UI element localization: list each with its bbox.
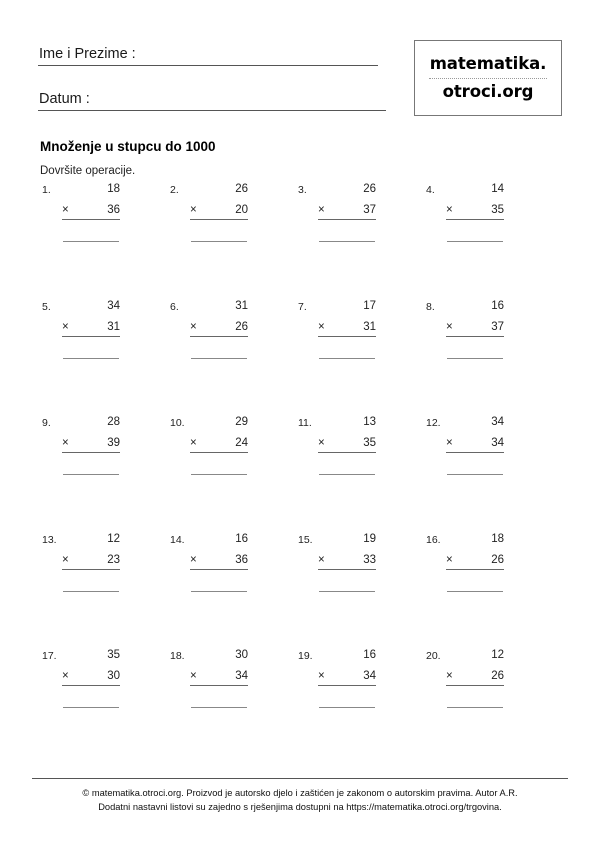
operation-rule	[446, 685, 504, 686]
problem-18	[168, 648, 296, 765]
problem-7	[296, 299, 424, 416]
problem-13	[40, 532, 168, 649]
multiplicand: 14	[491, 183, 504, 195]
multiplicand: 18	[491, 532, 504, 545]
problem-number: 8.	[426, 300, 435, 313]
problem-stack	[62, 648, 124, 708]
multiplier: 37	[491, 320, 504, 333]
problem-stack	[318, 299, 380, 359]
multiplier-row	[318, 669, 380, 684]
multiplier: 30	[107, 670, 120, 682]
multiplier-row	[62, 203, 124, 218]
page-title: Množenje u stupcu do 1000	[40, 139, 216, 154]
multiplicand: 16	[363, 649, 376, 661]
problem-stack	[318, 182, 380, 242]
problem-number: 17.	[42, 650, 57, 662]
answer-blank[interactable]	[191, 474, 247, 475]
multiplier: 33	[363, 553, 376, 566]
logo-line-matematika: matematika.	[429, 53, 547, 73]
operation-rule	[446, 219, 504, 220]
operation-rule	[62, 452, 120, 453]
multiplicand: 16	[235, 532, 248, 545]
problem-1	[40, 182, 168, 299]
multiplier: 34	[363, 670, 376, 682]
multiply-operator-icon: ×	[318, 553, 325, 566]
multiplier-row	[318, 553, 380, 568]
multiplier-row	[446, 553, 508, 568]
answer-blank[interactable]	[191, 241, 247, 242]
problem-number: 19.	[298, 650, 313, 662]
problem-stack	[190, 182, 252, 242]
multiplicand: 28	[107, 416, 120, 428]
multiplier-row	[62, 320, 124, 335]
operation-rule	[318, 685, 376, 686]
operation-rule	[190, 219, 248, 220]
multiplier-row	[446, 320, 508, 335]
multiplicand: 13	[363, 416, 376, 428]
operation-rule	[62, 336, 120, 337]
problem-number: 2.	[170, 184, 179, 196]
multiplier-row	[190, 436, 252, 451]
problem-number: 20.	[426, 650, 441, 662]
problem-number: 3.	[298, 184, 307, 196]
multiplier-row	[190, 203, 252, 218]
multiplicand: 17	[363, 299, 376, 312]
worksheet-header	[38, 36, 562, 122]
problem-number: 16.	[426, 533, 441, 546]
multiply-operator-icon: ×	[190, 204, 197, 216]
problem-number: 10.	[170, 417, 185, 429]
problem-4	[424, 182, 552, 299]
multiplier-row	[190, 553, 252, 568]
multiplier-row	[190, 669, 252, 684]
multiply-operator-icon: ×	[190, 320, 197, 333]
multiplier: 34	[491, 437, 504, 449]
problem-17	[40, 648, 168, 765]
multiply-operator-icon: ×	[446, 320, 453, 333]
answer-blank[interactable]	[447, 241, 503, 242]
multiplier: 26	[235, 320, 248, 333]
page-footer	[32, 778, 568, 814]
problem-number: 7.	[298, 300, 307, 313]
problem-9	[40, 415, 168, 532]
multiplicand: 35	[107, 649, 120, 661]
answer-blank[interactable]	[191, 707, 247, 708]
multiply-operator-icon: ×	[190, 553, 197, 566]
problem-number: 6.	[170, 300, 179, 313]
name-field-row[interactable]	[38, 36, 378, 66]
problem-number: 11.	[298, 417, 312, 429]
problem-number: 14.	[170, 533, 185, 546]
problem-14	[168, 532, 296, 649]
problem-stack	[446, 299, 508, 359]
multiply-operator-icon: ×	[62, 320, 69, 333]
multiplier: 36	[107, 204, 120, 216]
problem-stack	[446, 532, 508, 592]
problem-stack	[446, 648, 508, 708]
operation-rule	[62, 685, 120, 686]
date-field-label: Datum :	[39, 91, 90, 107]
problem-15	[296, 532, 424, 649]
operation-rule	[446, 452, 504, 453]
page-subtitle: Dovršite operacije.	[40, 164, 136, 177]
multiplier: 34	[235, 670, 248, 682]
multiplier: 26	[491, 670, 504, 682]
answer-blank[interactable]	[447, 358, 503, 359]
multiply-operator-icon: ×	[446, 437, 453, 449]
multiply-operator-icon: ×	[446, 553, 453, 566]
multiply-operator-icon: ×	[62, 437, 69, 449]
answer-blank[interactable]	[191, 591, 247, 592]
multiply-operator-icon: ×	[62, 553, 69, 566]
multiplier-row	[62, 669, 124, 684]
multiply-operator-icon: ×	[62, 204, 69, 216]
problem-6	[168, 299, 296, 416]
problems-grid	[40, 182, 564, 765]
problem-8	[424, 299, 552, 416]
problem-stack	[190, 415, 252, 475]
operation-rule	[190, 569, 248, 570]
answer-blank[interactable]	[63, 474, 119, 475]
multiply-operator-icon: ×	[318, 437, 325, 449]
answer-blank[interactable]	[319, 358, 375, 359]
multiplicand: 16	[491, 299, 504, 312]
problem-number: 1.	[42, 184, 51, 196]
multiplier: 37	[363, 204, 376, 216]
operation-rule	[318, 219, 376, 220]
problem-stack	[318, 532, 380, 592]
footer-divider	[32, 778, 568, 779]
problem-stack	[62, 415, 124, 475]
multiply-operator-icon: ×	[62, 670, 69, 682]
operation-rule	[190, 685, 248, 686]
logo-line-otroci: otroci.org	[442, 81, 534, 101]
operation-rule	[318, 452, 376, 453]
multiplier-row	[318, 320, 380, 335]
multiplier: 26	[491, 553, 504, 566]
multiplier-row	[446, 436, 508, 451]
answer-blank[interactable]	[191, 358, 247, 359]
multiplier-row	[318, 203, 380, 218]
answer-blank[interactable]	[447, 707, 503, 708]
multiplier: 20	[235, 204, 248, 216]
problem-stack	[318, 415, 380, 475]
multiplier: 31	[107, 320, 120, 333]
answer-blank[interactable]	[63, 707, 119, 708]
answer-blank[interactable]	[319, 241, 375, 242]
multiply-operator-icon: ×	[190, 437, 197, 449]
problem-stack	[318, 648, 380, 708]
problem-stack	[62, 299, 124, 359]
answer-blank[interactable]	[319, 591, 375, 592]
multiplier: 35	[363, 437, 376, 449]
problem-stack	[62, 182, 124, 242]
multiplier: 31	[363, 320, 376, 333]
title-block	[40, 138, 216, 178]
problem-11	[296, 415, 424, 532]
multiplicand: 30	[235, 649, 248, 661]
multiplier-row	[62, 436, 124, 451]
problem-number: 4.	[426, 184, 435, 196]
multiplicand: 18	[107, 183, 120, 195]
multiplier: 39	[107, 437, 120, 449]
answer-blank[interactable]	[63, 241, 119, 242]
multiplicand: 19	[363, 532, 376, 545]
multiplicand: 34	[491, 416, 504, 428]
multiply-operator-icon: ×	[190, 670, 197, 682]
problem-number: 13.	[42, 533, 57, 546]
problem-stack	[190, 648, 252, 708]
multiplier-row	[190, 320, 252, 335]
operation-rule	[318, 569, 376, 570]
answer-blank[interactable]	[447, 474, 503, 475]
problem-number: 5.	[42, 300, 51, 313]
operation-rule	[62, 219, 120, 220]
problem-20	[424, 648, 552, 765]
name-field-label: Ime i Prezime :	[39, 46, 136, 62]
multiply-operator-icon: ×	[318, 670, 325, 682]
problem-5	[40, 299, 168, 416]
problem-stack	[446, 182, 508, 242]
problem-number: 12.	[426, 417, 441, 429]
operation-rule	[62, 569, 120, 570]
operation-rule	[446, 336, 504, 337]
problem-stack	[62, 532, 124, 592]
multiplier-row	[318, 436, 380, 451]
multiply-operator-icon: ×	[318, 204, 325, 216]
logo-divider	[429, 78, 547, 79]
answer-blank[interactable]	[319, 474, 375, 475]
problem-number: 18.	[170, 650, 185, 662]
problem-10	[168, 415, 296, 532]
problem-number: 9.	[42, 417, 51, 429]
answer-blank[interactable]	[447, 591, 503, 592]
operation-rule	[446, 569, 504, 570]
operation-rule	[190, 452, 248, 453]
answer-blank[interactable]	[63, 591, 119, 592]
answer-blank[interactable]	[319, 707, 375, 708]
problem-3	[296, 182, 424, 299]
multiplicand: 34	[107, 299, 120, 312]
multiplicand: 26	[235, 183, 248, 195]
multiply-operator-icon: ×	[446, 204, 453, 216]
operation-rule	[190, 336, 248, 337]
multiplier-row	[446, 669, 508, 684]
multiplier-row	[446, 203, 508, 218]
multiplicand: 29	[235, 416, 248, 428]
problem-19	[296, 648, 424, 765]
multiplicand: 12	[107, 532, 120, 545]
multiplier: 35	[491, 204, 504, 216]
problem-12	[424, 415, 552, 532]
multiplier: 23	[107, 553, 120, 566]
multiplier: 36	[235, 553, 248, 566]
operation-rule	[318, 336, 376, 337]
problem-16	[424, 532, 552, 649]
multiply-operator-icon: ×	[318, 320, 325, 333]
problem-stack	[190, 299, 252, 359]
multiplicand: 31	[235, 299, 248, 312]
multiplier: 24	[235, 437, 248, 449]
problem-2	[168, 182, 296, 299]
problem-stack	[190, 532, 252, 592]
problem-number: 15.	[298, 533, 313, 546]
multiply-operator-icon: ×	[446, 670, 453, 682]
multiplicand: 12	[491, 649, 504, 661]
footer-copyright: © matematika.otroci.org. Proizvod je autorsko djelo i zaštićen je zakonom o autorskim pravima. Autor A.R.	[82, 788, 518, 798]
site-logo	[414, 40, 562, 116]
problem-stack	[446, 415, 508, 475]
student-id-fields	[38, 36, 378, 111]
multiplier-row	[62, 553, 124, 568]
footer-store-link: Dodatni nastavni listovi su zajedno s rješenjima dostupni na https://matematika.otroci.org/trgovina.	[98, 802, 502, 812]
multiplicand: 26	[363, 183, 376, 195]
answer-blank[interactable]	[63, 358, 119, 359]
date-field-row[interactable]	[38, 81, 386, 111]
